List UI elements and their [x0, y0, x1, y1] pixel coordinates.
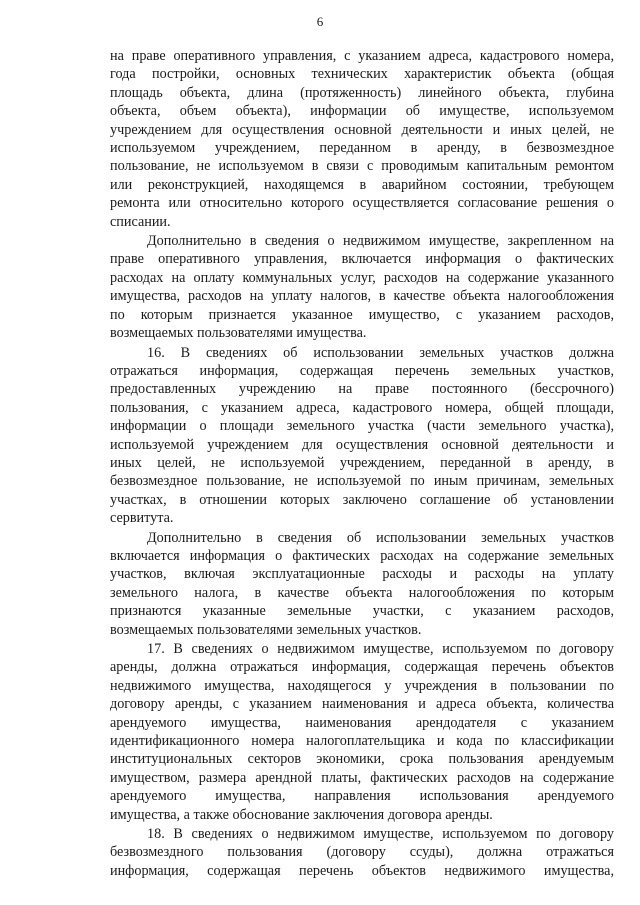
- text-line: аренды, должна отражаться информация, содержащая перечень объектов: [110, 659, 614, 676]
- text-line: 18. В сведениях о недвижимом имуществе, используемом по договору: [147, 826, 614, 843]
- document-body: [110, 47, 614, 880]
- text-line: расходах на оплату коммунальных услуг, расходов на содержание указанного: [110, 269, 614, 286]
- text-line: информации о площади земельного участка (части земельного участка),: [110, 418, 614, 435]
- text-line: недвижимого имущества, находящегося у учреждения в пользовании по: [110, 677, 614, 694]
- text-line: пользование, не используемом в связи с проводимым капитальным ремонтом: [110, 158, 614, 175]
- paragraph: [110, 47, 614, 231]
- text-line: предоставленных учреждению на праве постоянного (бессрочного): [110, 381, 614, 398]
- text-line: институциональных секторов экономики, срока пользования арендуемым: [110, 751, 614, 768]
- text-line: имущества, расходов на уплату налогов, в качестве объекта налогообложения: [110, 288, 614, 305]
- text-line: имущества, а также обоснование заключения договора аренды.: [110, 806, 493, 823]
- text-line: участках, в отношении которых заключено соглашение об установлении: [110, 491, 614, 508]
- text-line: признаются указанные земельные участки, с указанием расходов,: [110, 603, 614, 620]
- text-line: имуществом, размера арендной платы, фактических расходов на содержание: [110, 769, 614, 786]
- text-line: праве оперативного управления, включается информация о фактических: [110, 251, 614, 268]
- text-line: используемой учреждением для осуществления основной деятельности и: [110, 436, 614, 453]
- text-line: возмещаемых пользователями земельных участков.: [110, 621, 422, 638]
- text-line: 16. В сведениях об использовании земельных участков должна: [147, 344, 614, 361]
- text-line: ремонта или относительно которого осуществляется согласование решения о: [110, 195, 614, 212]
- text-line: Дополнительно в сведения об использовании земельных участков: [147, 529, 614, 546]
- paragraph: [110, 640, 614, 824]
- paragraph: [110, 529, 614, 639]
- text-line: отражаться информация, содержащая перечень земельных участков,: [110, 362, 614, 379]
- text-line: по которым признается указанное имущество, с указанием расходов,: [110, 306, 614, 323]
- text-line: на праве оперативного управления, с указанием адреса, кадастрового номера,: [110, 48, 614, 64]
- text-line: договору аренды, с указанием наименования и адреса объекта, количества: [110, 696, 614, 713]
- text-line: земельного налога, в качестве объекта налогообложения по которым: [110, 584, 614, 601]
- text-line: учреждением для осуществления основной деятельности и иных целей, не: [110, 121, 614, 138]
- page-number: 6: [316, 14, 324, 29]
- text-line: списании.: [110, 213, 171, 230]
- text-line: пользования, с указанием адреса, кадастрового номера, общей площади,: [110, 399, 614, 416]
- text-line: Дополнительно в сведения о недвижимом имуществе, закрепленном на: [147, 233, 614, 250]
- text-line: участков, включая эксплуатационные расходы и расходы на уплату: [110, 566, 614, 583]
- text-line: используемом учреждением, переданном в аренду, в безвозмездное: [110, 140, 614, 157]
- text-line: площадь объекта, длина (протяженность) линейного объекта, глубина: [110, 84, 614, 101]
- text-line: идентификационного номера налогоплательщика и кода по классификации: [110, 733, 614, 750]
- text-line: информация, содержащая перечень объектов недвижимого имущества,: [110, 862, 614, 879]
- text-line: сервитута.: [110, 510, 174, 527]
- text-line: возмещаемых пользователями имущества.: [110, 325, 367, 342]
- paragraph: [110, 344, 614, 528]
- paragraph: [110, 825, 614, 880]
- text-line: включается информация о фактических расходах на содержание земельных: [110, 547, 614, 564]
- text-line: безвозмездного пользования (договору ссуды), должна отражаться: [110, 844, 614, 861]
- text-line: иных целей, не используемой учреждением, переданной в аренду, в: [110, 454, 614, 471]
- text-line: года постройки, основных технических характеристик объекта (общая: [110, 66, 614, 83]
- text-line: арендуемого имущества, направления использования арендуемого: [110, 788, 614, 805]
- text-line: объекта, объем объекта), информации об имуществе, используемом: [110, 103, 614, 120]
- text-line: арендуемого имущества, наименования арендодателя с указанием: [110, 714, 614, 731]
- paragraph: [110, 232, 614, 342]
- text-line: 17. В сведениях о недвижимом имуществе, используемом по договору: [147, 641, 614, 657]
- text-line: или реконструкцией, находящемся в аварийном состоянии, требующем: [110, 176, 614, 193]
- text-line: безвозмездное пользование, не используемой по иным причинам, земельных: [110, 473, 614, 490]
